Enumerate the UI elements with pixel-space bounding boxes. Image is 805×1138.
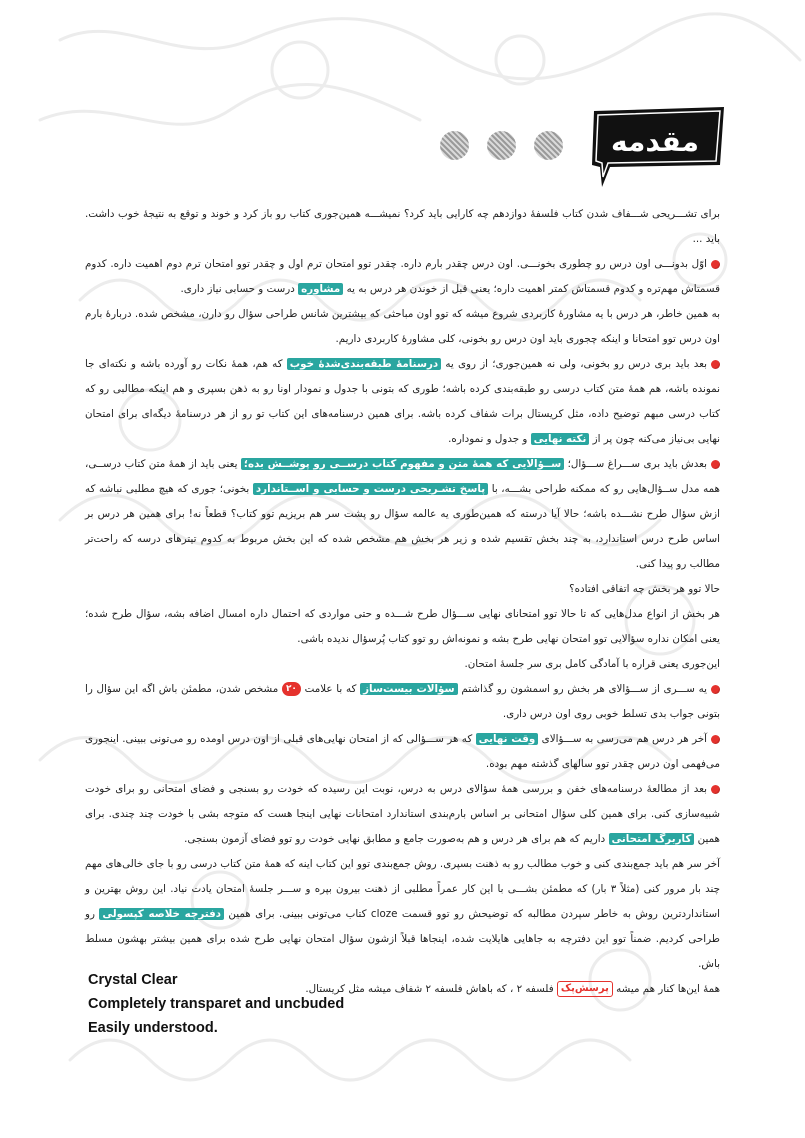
dot-icon (487, 131, 516, 160)
bullet-icon (711, 785, 720, 794)
paragraph-2: به همین خاطر، هر درس با یه مشاورهٔ کاربردی شروع میشه که توو اون مباحثی که بیشترین شانس طراحی سؤال رو دارن، مشخص شده. دربارهٔ بارم اون درس توو امتحانا و اینکه چجوری باید اون درس رو بخونی، کلی مشاورهٔ کاربردی داریم. (85, 308, 720, 345)
intro-paragraph: برای تشـــریحی شـــفاف شدن کتاب فلسفهٔ دوازدهم چه کارایی باید کرد؟ نمیشـــه همین‌جوری کتاب رو باز کرد و خوند و توقع به نتیجهٔ خوب داشت. باید ... (85, 208, 720, 245)
highlight: مشاوره (298, 283, 343, 295)
paragraph-11: آخر سر هم باید جمع‌بندی کنی و خوب مطالب رو به ذهنت بسپری. روش جمع‌بندی توو این کتاب اینه که همهٔ متن کتاب درسی رو با جای خالی‌های مهم چند بار مرور کنی (مثلاً ۳ بار) که مطمئن بشـــی با این کار عمراً مطلبی از ذهنت بیرون بپره و ســـر جلسهٔ امتحان یادت نیاد. این روش بهترین و استانداردترین روش به خاطر سپردن مطالبه که توضیحش رو توو قسمت cloze کتاب می‌تونی ببینی. برای همین دفترچه خلاصه کپسولی رو طراحی کردیم. ضمناً توو این دفترچه به جاهایی هایلایت شده، اینجاها قبلاً ازشون سؤال امتحان نهایی طرح شده برای همین بیشتر بهشون مسلط باش. (85, 858, 720, 970)
paragraph-7: این‌جوری یعنی قراره با آمادگی کامل بری سر جلسهٔ امتحان. (464, 658, 720, 670)
paragraph-9: آخر هر درس هم می‌رسی به ســـؤالای وقت نهایی که هر ســـؤالی که از امتحان نهایی‌های قبلی از اون درس اومده رو می‌تونی ببینی. اینجوری می‌فهمی اون درس چقدر توو سالهای گذشته مهم بوده. (85, 733, 720, 770)
highlight: وقت نهایی (476, 733, 539, 745)
bullet-icon (711, 735, 720, 744)
highlight: نکته نهایی (531, 433, 590, 445)
highlight: پاسخ تشـریحی درست و حسابی و اســتاندارد (253, 483, 488, 495)
tagline-line-1: Crystal Clear (88, 972, 178, 988)
bullet-icon (711, 460, 720, 469)
highlight: ســؤالایی که همهٔ متن و مفهوم کتاب درســی رو پوشــش بده؛ (241, 458, 564, 470)
highlight: سؤالات بیست‌ساز (360, 683, 458, 695)
tagline-line-2: Completely transparet and uncbuded (88, 996, 345, 1012)
brand-logo: پرسش‌پک (557, 981, 613, 997)
paragraph-6: هر بخش از انواع مدل‌هایی که تا حالا توو امتحانای نهایی ســـؤال طرح شـــده و حتی مواردی که احتمال داره امسال اضافه بشه، سؤال طرح شده؛ یعنی امکان نداره سؤالایی توو امتحان نهایی طرح بشه و نمونه‌اش رو توو کتاب پُرسؤال ندیده باشی. (85, 608, 720, 645)
paragraph-8: یه ســـری از ســـؤالای هر بخش رو اسمشون رو گذاشتم سؤالات بیست‌ساز که با علامت ۲۰ مشخص شدن، مطمئن باش اگه این سؤال را بتونی جواب بدی تسلط خوبی روی اون درس داری. (85, 683, 720, 720)
english-tagline (88, 968, 344, 1040)
paragraph-3: بعد باید بری درس رو بخونی، ولی نه همین‌جوری؛ از روی یه درسنامهٔ طبقه‌بندی‌شدهٔ خوب که هم، همهٔ نکات رو آورده باشه و نکته‌ای جا نمونده باشه، هم همهٔ متن کتاب درسی رو طبقه‌بندی کرده باشه؛ طوری که بتونی با جدول و نمودار اونا رو به ذهن بسپری و هم اینکه مطالبی رو که کتاب درسی مبهم توضیح داده، مثل کریستال برات شفاف کرده باشه. برای همین درسنامه‌های این کتاب تو رو از هر درسنامهٔ دیگه‌ای برای امتحان نهایی بی‌نیاز می‌کنه چون پر از نکته نهایی و جدول و نموداره. (85, 358, 720, 445)
paragraph-12: همهٔ این‌ها کنار هم میشه پرسش‌پک فلسفه ۲ ، که باهاش فلسفه ۲ شفاف میشه مثل کریستال. (305, 983, 720, 995)
paragraph-1: اوّل بدونـــی اون درس رو چطوری بخونـــی. اون درس چقدر بارم داره. چقدر توو امتحان ترم اول و چقدر توو امتحان ترم دوم اهمیت داره. کدوم قسمتاش مهم‌تره و کدوم قسمتاش کمتر اهمیت داره؛ یعنی قبل از خوندن هر درس به یه مشاوره درست و حسابی نیاز داری. (85, 258, 720, 295)
decorative-dots (440, 131, 563, 160)
highlight: کاربرگ امتحانی (609, 833, 695, 845)
intro-content (85, 202, 720, 1002)
bullet-icon (711, 260, 720, 269)
tagline-line-3: Easily understood. (88, 1020, 218, 1036)
paragraph-4: بعدش باید بری ســـراغ ســـؤال؛ ســؤالایی که همهٔ متن و مفهوم کتاب درســی رو پوشــش بده؛ یعنی باید از همهٔ متن کتاب درســی، همه مدل ســؤال‌هایی رو که ممکنه طراحی بشـــه، با پاسخ تشـریحی درست و حسابی و اســتاندارد بخونی؛ جوری که هیچ مطلبی نباشه که ازش سؤال طرح نشـــده باشه؛ حالا آیا درسته که همین‌طوری یه عالمه سؤال رو پشت سر هم بریزیم توو کتاب؟ قطعاً نه! برای همین هر درس بر اساس طرح درس استاندارد، به چند بخش تقسیم شده و زیر هر بخش هم مشخص شده که این بخش مربوط به کدوم تیترهای درسه که راحت‌تر مطالب رو پیدا کنی. (85, 458, 720, 570)
bullet-icon (711, 360, 720, 369)
bullet-icon (711, 685, 720, 694)
highlight: درسنامهٔ طبقه‌بندی‌شدهٔ خوب (287, 358, 441, 370)
twenty-badge-icon: ۲۰ (282, 682, 301, 696)
paragraph-10: بعد از مطالعهٔ درسنامه‌های خفن و بررسی همهٔ سؤالای درس به درس، نوبت این رسیده که خودت رو بسنجی و فضای امتحانی رو برای خودت شبیه‌سازی کنی. برای همین کلی سؤال امتحانی بر اساس بارم‌بندی استاندارد امتحانات نهایی اینجا هست که متوجه بشی با خودت چند چندی. برای همین کاربرگ امتحانی داریم که هم برای هر درس و هم به‌صورت جامع و مطابق نهایی خودت رو توو فضای آزمون بسنجی. (85, 783, 720, 845)
dot-icon (440, 131, 469, 160)
dot-icon (534, 131, 563, 160)
highlight: دفترچه خلاصه کپسولی (99, 908, 224, 920)
page-title: مقدمه (611, 125, 699, 158)
paragraph-5: حالا توو هر بخش چه اتفاقی افتاده؟ (569, 583, 720, 595)
